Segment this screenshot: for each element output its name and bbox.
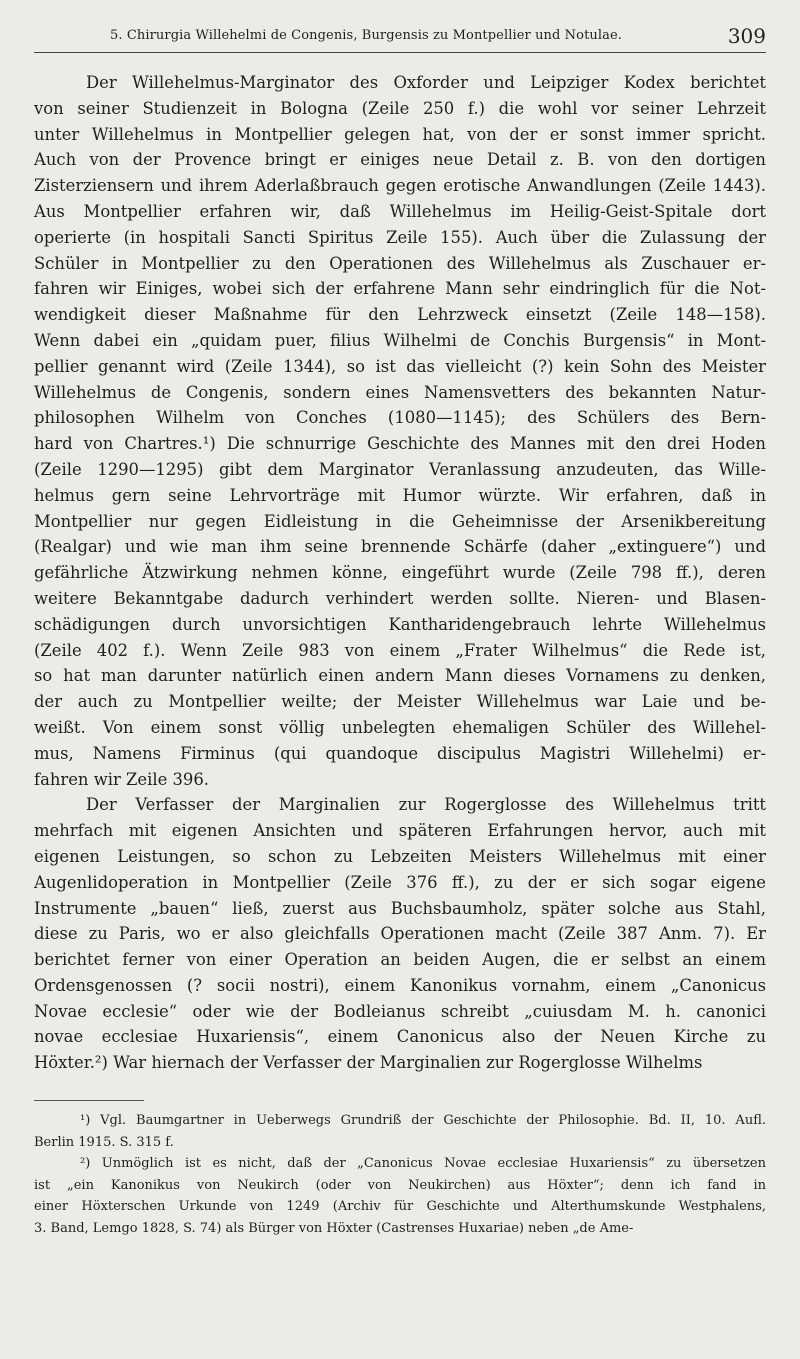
text-line: Willehelmus de Congenis, sondern eines Namensvetters des bekannten Natur- <box>34 382 766 402</box>
footnote-line: ²) Unmöglich ist es nicht, daß der „Canonicus Novae ecclesiae Huxariensis“ zu übersetzen <box>80 1156 766 1171</box>
text-line: Ordensgenossen (? socii nostri), einem Kanonikus vornahm, einem „Canonicus <box>34 975 766 995</box>
text-line: Novae ecclesie“ oder wie der Bodleianus schreibt „cuiusdam M. h. canonici <box>34 1001 766 1021</box>
footnote-line: einer Höxterschen Urkunde von 1249 (Archiv für Geschichte und Alterthumskunde Westphalens, <box>34 1199 766 1214</box>
text-line: weißt. Von einem sonst völlig unbelegten ehemaligen Schüler des Willehel- <box>34 717 766 737</box>
text-line: novae ecclesiae Huxariensis“, einem Canonicus also der Neuen Kirche zu <box>34 1027 766 1047</box>
text-line: mus, Namens Firminus (qui quandoque discipulus Magistri Willehelmi) er- <box>34 743 766 763</box>
text-line: fahren wir Einiges, wobei sich der erfahrene Mann sehr eindringlich für die Not- <box>34 279 766 299</box>
text-line: hard von Chartres.¹) Die schnurrige Geschichte des Mannes mit den drei Hoden <box>34 434 766 454</box>
text-line: wendigkeit dieser Maßnahme für den Lehrzweck einsetzt (Zeile 148—158). <box>34 305 766 325</box>
text-line: philosophen Wilhelm von Conches (1080—1145); des Schülers des Bern- <box>34 408 766 428</box>
footnote-line: ist „ein Kanonikus von Neukirch (oder von Neukirchen) aus Höxter“; denn ich fand in <box>34 1177 766 1193</box>
page-number: 309 <box>727 24 766 48</box>
text-line: Auch von der Provence bringt er einiges neue Detail z. B. von den dortigen <box>34 150 766 170</box>
running-head: 5. Chirurgia Willehelmi de Congenis, Burgensis zu Montpellier und Notulae. <box>110 28 622 43</box>
text-line: mehrfach mit eigenen Ansichten und späteren Erfahrungen hervor, auch mit <box>34 821 766 841</box>
text-line: eigenen Leistungen, so schon zu Lebzeiten Meisters Willehelmus mit einer <box>34 846 766 866</box>
text-line: (Zeile 1290—1295) gibt dem Marginator Veranlassung anzudeuten, das Wille- <box>34 459 766 479</box>
text-line: (Realgar) und wie man ihm seine brennende Schärfe (daher „extinguere“) und <box>34 537 766 557</box>
text-line: Der Willehelmus-Marginator des Oxforder und Leipziger Kodex berichtet <box>86 73 766 92</box>
text-line: gefährliche Ätzwirkung nehmen könne, eingeführt wurde (Zeile 798 ff.), deren <box>34 563 766 583</box>
text-line: (Zeile 402 f.). Wenn Zeile 983 von einem „Frater Wilhelmus“ die Rede ist, <box>34 640 766 660</box>
footnote <box>34 1153 766 1239</box>
text-line: berichtet ferner von einer Operation an beiden Augen, die er selbst an einem <box>34 950 766 970</box>
footnotes <box>34 1110 766 1239</box>
page-header <box>34 24 766 53</box>
text-line: Wenn dabei ein „quidam puer, filius Wilhelmi de Conchis Burgensis“ in Mont- <box>34 330 766 350</box>
paragraph <box>34 792 766 1076</box>
text-line: Der Verfasser der Marginalien zur Rogerglosse des Willehelmus tritt <box>86 795 766 815</box>
footnote-rule <box>34 1100 144 1101</box>
text-line: weitere Bekanntgabe dadurch verhindert werden sollte. Nieren- und Blasen- <box>34 588 766 608</box>
paragraph <box>34 70 766 792</box>
text-line: Instrumente „bauen“ ließ, zuerst aus Buchsbaumholz, später solche aus Stahl, <box>34 898 766 918</box>
footnote-line: ¹) Vgl. Baumgartner in Ueberwegs Grundriß der Geschichte der Philosophie. Bd. II, 10. Aufl. <box>80 1113 766 1128</box>
footnote-line: 3. Band, Lemgo 1828, S. 74) als Bürger von Höxter (Castrenses Huxariae) neben „de Ame- <box>34 1220 634 1236</box>
text-line: unter Willehelmus in Montpellier gelegen hat, von der er sonst immer spricht. <box>34 124 766 144</box>
body-text <box>34 70 766 1076</box>
text-line: Zisterziensern und ihrem Aderlaßbrauch gegen erotische Anwandlungen (Zeile 1443). <box>34 176 766 196</box>
text-line: Montpellier nur gegen Eidleistung in die Geheimnisse der Arsenikbereitung <box>34 511 766 531</box>
text-line: operierte (in hospitali Sancti Spiritus Zeile 155). Auch über die Zulassung der <box>34 227 766 247</box>
footnote <box>34 1110 766 1153</box>
text-line: von seiner Studienzeit in Bologna (Zeile 250 f.) die wohl vor seiner Lehrzeit <box>34 98 766 118</box>
text-line: Augenlidoperation in Montpellier (Zeile 376 ff.), zu der er sich sogar eigene <box>34 872 766 892</box>
text-line: Schüler in Montpellier zu den Operationen des Willehelmus als Zuschauer er- <box>34 253 766 273</box>
text-line: pellier genannt wird (Zeile 1344), so ist das vielleicht (?) kein Sohn des Meister <box>34 356 766 376</box>
text-line: der auch zu Montpellier weilte; der Meister Willehelmus war Laie und be- <box>34 692 766 712</box>
text-line: Höxter.²) War hiernach der Verfasser der Marginalien zur Rogerglosse Wilhelms <box>34 1053 703 1073</box>
text-line: helmus gern seine Lehrvorträge mit Humor würzte. Wir erfahren, daß in <box>34 485 766 505</box>
text-line: diese zu Paris, wo er also gleichfalls Operationen macht (Zeile 387 Anm. 7). Er <box>34 924 766 944</box>
footnote-line: Berlin 1915. S. 315 f. <box>34 1134 174 1150</box>
text-line: so hat man darunter natürlich einen andern Mann dieses Vornamens zu denken, <box>34 666 766 686</box>
text-line: Aus Montpellier erfahren wir, daß Willehelmus im Heilig-Geist-Spitale dort <box>34 201 766 221</box>
text-line: schädigungen durch unvorsichtigen Kantharidengebrauch lehrte Willehelmus <box>34 614 766 634</box>
text-line: fahren wir Zeile 396. <box>34 769 209 789</box>
